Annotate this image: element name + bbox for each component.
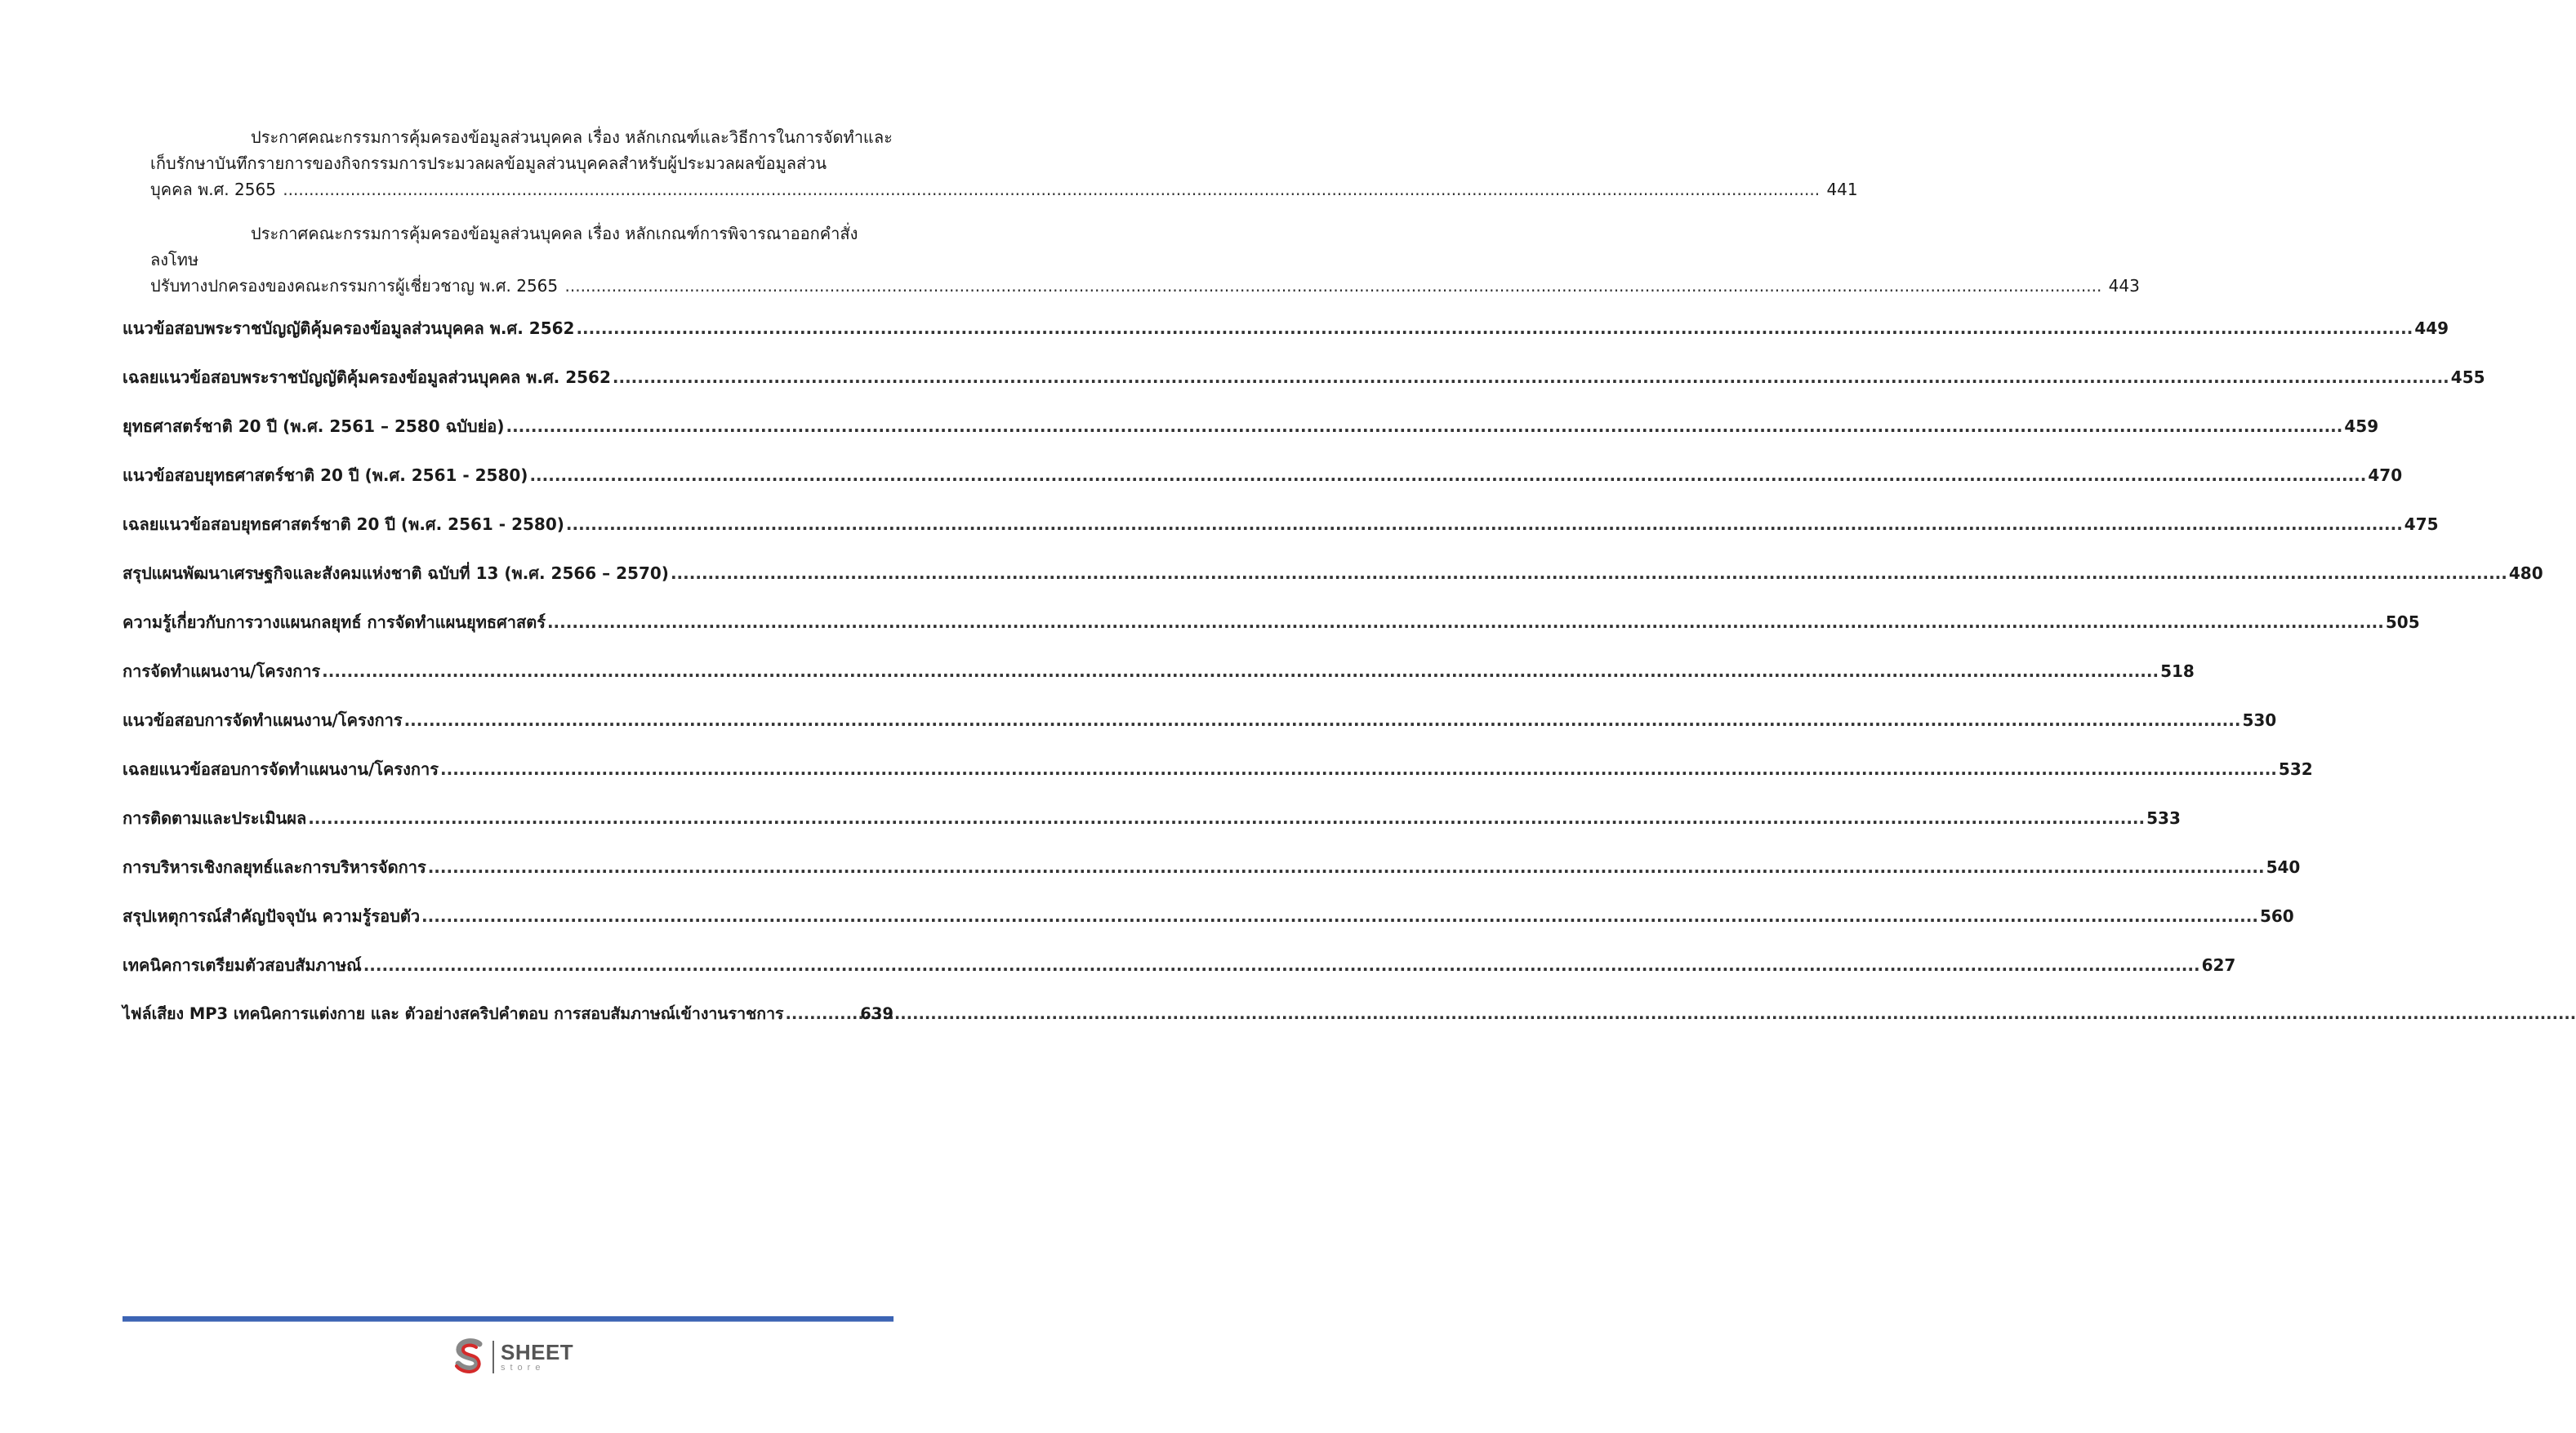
toc-entry-title: ความรู้เกี่ยวกับการวางแผนกลยุทธ์ การจัดทำแผนยุทธศาสตร์ bbox=[123, 612, 546, 632]
toc-entry-title: แนวข้อสอบพระราชบัญญัติคุ้มครองข้อมูลส่วนบุคคล พ.ศ. 2562 bbox=[123, 318, 575, 338]
dot-leader bbox=[613, 366, 2449, 389]
toc-sub-entry-line: ประกาศคณะกรรมการคุ้มครองข้อมูลส่วนบุคคล เรื่อง หลักเกณฑ์และวิธีการในการจัดทำและ bbox=[251, 127, 893, 147]
toc-entry[interactable] bbox=[123, 905, 2294, 928]
dot-leader bbox=[566, 513, 2403, 536]
toc-sub-entry-line: เก็บรักษาบันทึกรายการของกิจกรรมการประมวลผลข้อมูลส่วนบุคคลสำหรับผู้ประมวลผลข้อมูลส่วน bbox=[150, 154, 827, 173]
toc-entry-title: ไฟล์เสียง MP3 เทคนิคการแต่งกาย และ ตัวอย่างสคริปคำตอบ การสอบสัมภาษณ์เข้างานราชการ bbox=[123, 1004, 784, 1023]
toc-entry-title: การจัดทำแผนงาน/โครงการ bbox=[123, 661, 321, 681]
logo-divider bbox=[492, 1341, 494, 1373]
logo-subword: store bbox=[501, 1363, 546, 1373]
toc-entry[interactable] bbox=[123, 415, 2379, 438]
toc-entry[interactable] bbox=[123, 611, 2420, 634]
page-number: 455 bbox=[2450, 367, 2485, 387]
page-number: 480 bbox=[2508, 563, 2543, 583]
page-number: 627 bbox=[2201, 955, 2236, 975]
toc-entry[interactable] bbox=[123, 807, 2181, 830]
toc-entry[interactable] bbox=[123, 954, 2236, 977]
page-number: 532 bbox=[2278, 759, 2313, 779]
sheet-store-logo bbox=[452, 1334, 599, 1380]
toc-entry[interactable] bbox=[123, 464, 2403, 487]
toc-sub-entry[interactable] bbox=[123, 124, 1858, 202]
dot-leader bbox=[322, 660, 2159, 683]
toc-entry-title: เทคนิคการเตรียมตัวสอบสัมภาษณ์ bbox=[123, 955, 362, 975]
page-number: 530 bbox=[2242, 710, 2277, 730]
dot-leader bbox=[428, 856, 2265, 879]
dot-leader bbox=[308, 807, 2145, 830]
toc-entry[interactable] bbox=[123, 562, 2543, 585]
toc-sub-entry-line: บุคคล พ.ศ. 2565 bbox=[150, 180, 276, 199]
toc-entry[interactable] bbox=[123, 856, 2301, 879]
toc-entry-title: การบริหารเชิงกลยุทธ์และการบริหารจัดการ bbox=[123, 857, 426, 877]
dot-leader bbox=[283, 180, 1820, 199]
toc-entry-title: ยุทธศาสตร์ชาติ 20 ปี (พ.ศ. 2561 – 2580 ฉบับย่อ) bbox=[123, 416, 505, 436]
dot-leader bbox=[576, 317, 2413, 340]
toc-entry[interactable] bbox=[123, 1003, 894, 1026]
toc-sub-entry-line: ปรับทางปกครองของคณะกรรมการผู้เชี่ยวชาญ พ.ศ. 2565 bbox=[150, 276, 559, 296]
page-number: 475 bbox=[2404, 514, 2439, 534]
logo-text bbox=[501, 1342, 573, 1373]
toc-sub-entry-line: ประกาศคณะกรรมการคุ้มครองข้อมูลส่วนบุคคล เรื่อง หลักเกณฑ์การพิจารณาออกคำสั่งลงโทษ bbox=[150, 224, 858, 269]
page-number: 441 bbox=[1826, 180, 1858, 199]
dot-leader bbox=[506, 415, 2342, 438]
page-number: 459 bbox=[2344, 416, 2379, 436]
page-number: 533 bbox=[2146, 808, 2181, 828]
dot-leader bbox=[671, 562, 2507, 585]
toc-entry[interactable] bbox=[123, 758, 2313, 781]
toc-entry-title: สรุปเหตุการณ์สำคัญปัจจุบัน ความรู้รอบตัว bbox=[123, 906, 421, 926]
toc-sub-entry[interactable] bbox=[123, 220, 2140, 299]
dot-leader bbox=[404, 709, 2241, 732]
dot-leader bbox=[440, 758, 2277, 781]
toc-entry-title: แนวข้อสอบการจัดทำแผนงาน/โครงการ bbox=[123, 710, 403, 730]
toc-entry-title: เฉลยแนวข้อสอบการจัดทำแผนงาน/โครงการ bbox=[123, 759, 439, 779]
toc-entry[interactable] bbox=[123, 513, 2439, 536]
page-number: 518 bbox=[2160, 661, 2195, 681]
toc-entry-title: เฉลยแนวข้อสอบยุทธศาสตร์ชาติ 20 ปี (พ.ศ. 2561 - 2580) bbox=[123, 514, 564, 534]
page-number: 540 bbox=[2266, 857, 2301, 877]
toc-entry-title: การติดตามและประเมินผล bbox=[123, 808, 307, 828]
sheet-s-logo-icon bbox=[452, 1337, 488, 1377]
toc-entry[interactable] bbox=[123, 709, 2277, 732]
toc-entry[interactable] bbox=[123, 317, 2449, 340]
page-number: 443 bbox=[2108, 276, 2140, 296]
page-number: 639 bbox=[860, 1004, 894, 1023]
page-number: 505 bbox=[2385, 612, 2420, 632]
toc-entry-title: เฉลยแนวข้อสอบพระราชบัญญัติคุ้มครองข้อมูลส่วนบุคคล พ.ศ. 2562 bbox=[123, 367, 611, 387]
page-number: 449 bbox=[2414, 318, 2449, 338]
toc-entry-title: แนวข้อสอบยุทธศาสตร์ชาติ 20 ปี (พ.ศ. 2561 - 2580) bbox=[123, 465, 528, 485]
dot-leader bbox=[421, 905, 2258, 928]
toc-entry-title: สรุปแผนพัฒนาเศรษฐกิจและสังคมแห่งชาติ ฉบับที่ 13 (พ.ศ. 2566 – 2570) bbox=[123, 563, 669, 583]
toc-entry[interactable] bbox=[123, 660, 2195, 683]
page-number: 560 bbox=[2259, 906, 2294, 926]
logo-word: SHEET bbox=[501, 1340, 574, 1364]
toc-sub-entry-last-line bbox=[123, 176, 1858, 202]
footer-divider bbox=[123, 1316, 894, 1322]
toc-sub-entry-last-line bbox=[123, 273, 2140, 299]
dot-leader bbox=[565, 276, 2102, 296]
toc-entry[interactable] bbox=[123, 366, 2485, 389]
dot-leader bbox=[529, 464, 2366, 487]
table-of-contents bbox=[123, 124, 2543, 1052]
dot-leader bbox=[363, 954, 2200, 977]
page-number: 470 bbox=[2368, 465, 2403, 485]
dot-leader bbox=[547, 611, 2384, 634]
dot-leader bbox=[786, 1003, 859, 1026]
